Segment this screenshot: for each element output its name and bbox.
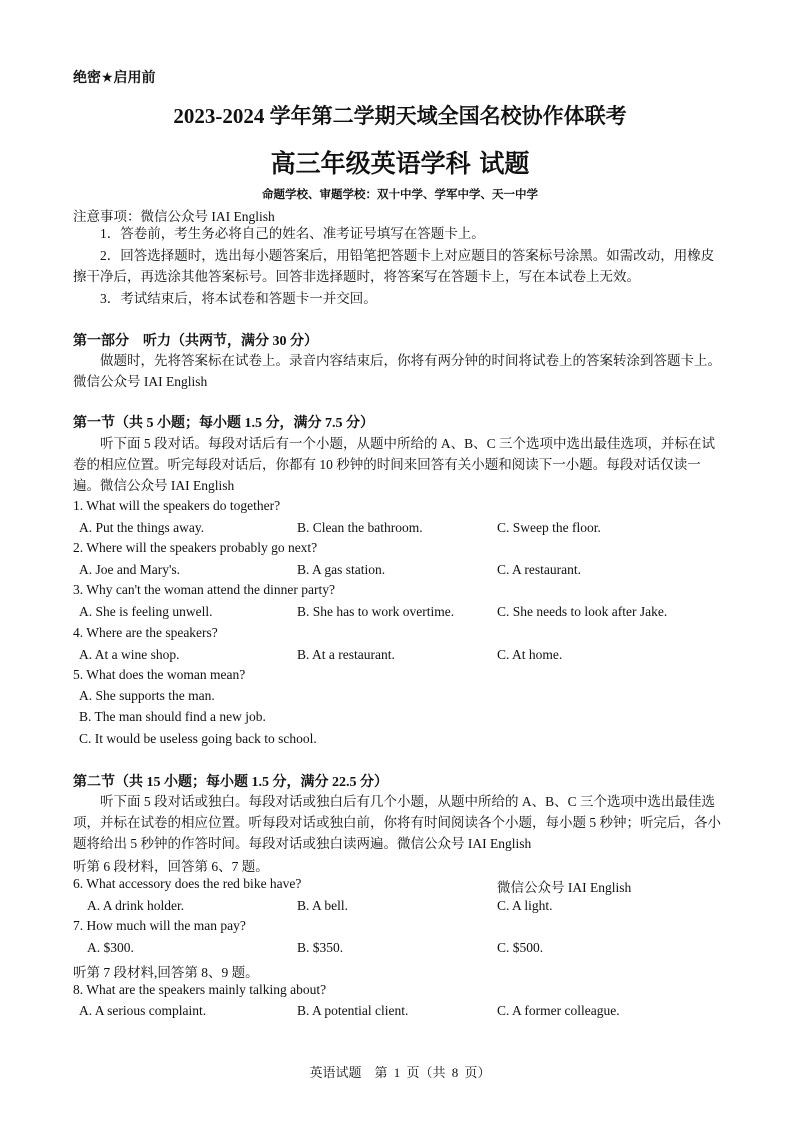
q5-option-c: C. It would be useless going back to school. [79,731,317,746]
q2-option-a: A. Joe and Mary's. [79,562,181,577]
q6-option-a: A. A drink holder. [87,898,185,913]
q3-option-c: C. She needs to look after Jake. [497,604,668,619]
notice-heading: 注意事项：微信公众号 IAI English [73,209,275,224]
question-3: 3. Why can't the woman attend the dinner party? [73,582,335,597]
material-7-instruction: 听第 7 段材料,回答第 8、9 题。 [73,965,259,980]
question-7: 7. How much will the man pay? [73,918,246,933]
watermark-text: 微信公众号 IAI English [497,880,632,895]
q8-option-a: A. A serious complaint. [79,1003,207,1018]
question-4: 4. Where are the speakers? [73,625,218,640]
page-footer: 英语试题 第 1 页（共 8 页） [309,1065,491,1080]
question-5: 5. What does the woman mean? [73,667,246,682]
schools-line: 命题学校、审题学校：双十中学、学军中学、天一中学 [262,187,538,201]
q3-option-b: B. She has to work overtime. [297,604,455,619]
q6-option-c: C. A light. [497,898,553,913]
notice-item-1: 1．答卷前，考生务必将自己的姓名、准考证号填写在答题卡上。 [100,226,485,241]
q6-option-b: B. A bell. [297,898,349,913]
part1-heading: 第一部分 听力（共两节，满分 30 分） [73,334,318,349]
q7-option-a: A. $300. [87,940,134,955]
q1-option-b: B. Clean the bathroom. [297,520,423,535]
confidential-label: 绝密★启用前 [73,70,156,86]
q8-option-c: C. A former colleague. [497,1003,620,1018]
q2-option-b: B. A gas station. [297,562,386,577]
section2-intro: 听下面 5 段对话或独白。每段对话或独白后有几个小题，从题中所给的 A、B、C 三个选项中选出最佳选项，并标在试卷的相应位置。听每段对话或独白前，你将有时间阅读各个小题，每小题 5 秒钟；听完后，各小题将给出 5 秒钟的作答时间。每段对话或独白读两遍。微信公众号 IAI English [73,794,721,851]
section1-heading: 第一节（共 5 小题；每小题 1.5 分，满分 7.5 分） [73,416,374,431]
question-6: 6. What accessory does the red bike have? [73,876,302,891]
q1-option-c: C. Sweep the floor. [497,520,601,535]
question-1: 1. What will the speakers do together? [73,498,281,513]
question-8: 8. What are the speakers mainly talking about? [73,982,327,997]
q4-option-a: A. At a wine shop. [79,647,180,662]
notice-item-2: 2．回答选择题时，选出每小题答案后，用铅笔把答题卡上对应题目的答案标号涂黑。如需改动，用橡皮擦干净后，再选涂其他答案标号。回答非选择题时，将答案写在答题卡上，写在本试卷上无效。 [73,248,715,284]
q1-option-a: A. Put the things away. [79,520,205,535]
q5-option-a: A. She supports the man. [79,688,215,703]
subject-title: 高三年级英语学科 试题 [270,149,530,178]
q7-option-c: C. $500. [497,940,544,955]
section2-heading: 第二节（共 15 小题；每小题 1.5 分，满分 22.5 分） [73,775,388,790]
exam-title: 2023-2024 学年第二学期天域全国名校协作体联考 [173,104,627,128]
q5-option-b: B. The man should find a new job. [79,709,266,724]
q4-option-b: B. At a restaurant. [297,647,395,662]
section1-intro: 听下面 5 段对话。每段对话后有一个小题，从题中所给的 A、B、C 三个选项中选出最佳选项，并标在试卷的相应位置。听完每段对话后，你都有 10 秒钟的时间来回答有关小题和阅读下一小题。每段对话仅读一遍。微信公众号 IAI English [73,436,716,493]
q7-option-b: B. $350. [297,940,344,955]
part1-intro: 做题时，先将答案标在试卷上。录音内容结束后，你将有两分钟的时间将试卷上的答案转涂到答题卡上。微信公众号 IAI English [73,353,721,389]
q4-option-c: C. At home. [497,647,563,662]
notice-item-3: 3．考试结束后，将本试卷和答题卡一并交回。 [100,291,377,306]
q8-option-b: B. A potential client. [297,1003,409,1018]
material-6-instruction: 听第 6 段材料，回答第 6、7 题。 [73,859,269,874]
q3-option-a: A. She is feeling unwell. [79,604,213,619]
q2-option-c: C. A restaurant. [497,562,581,577]
question-2: 2. Where will the speakers probably go next? [73,540,318,555]
